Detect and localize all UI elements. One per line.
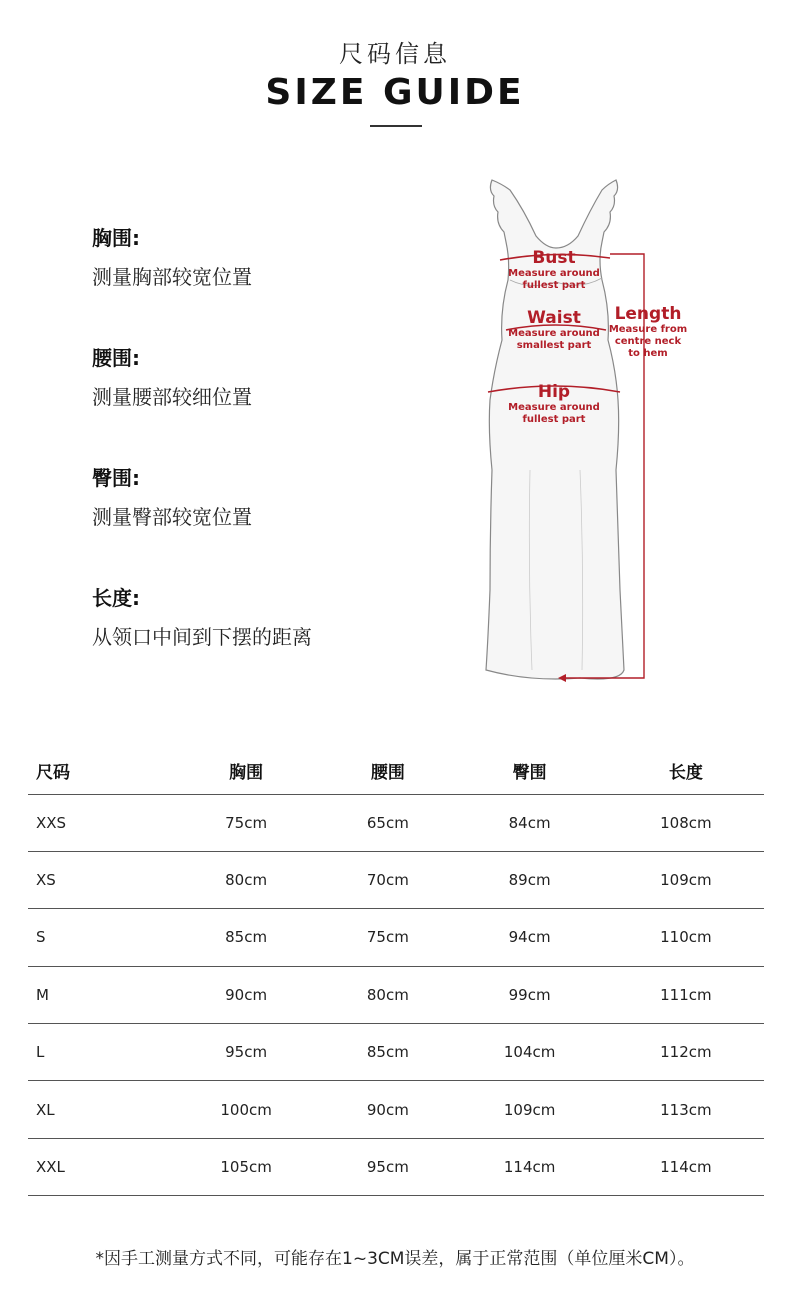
size-table (28, 748, 764, 1196)
cell-waist: 65cm (324, 794, 451, 851)
cell-bust: 80cm (168, 851, 324, 908)
length-title: Length (614, 304, 682, 324)
cell-waist: 75cm (324, 909, 451, 966)
measure-waist-desc: 测量腰部较细位置 (92, 385, 252, 409)
length-line1: Measure from (608, 324, 688, 335)
cell-bust: 90cm (168, 966, 324, 1023)
cell-length: 113cm (608, 1081, 764, 1138)
table-row (28, 1024, 764, 1081)
cell-length: 108cm (608, 794, 764, 851)
measure-length-desc: 从领口中间到下摆的距离 (92, 625, 312, 649)
waist-line2: smallest part (516, 340, 592, 351)
cell-bust: 95cm (168, 1024, 324, 1081)
cell-waist: 85cm (324, 1024, 451, 1081)
col-header-waist: 腰围 (324, 748, 451, 794)
measurement-footnote: *因手工测量方式不同，可能存在1~3CM误差，属于正常范围（单位厘米CM）。 (95, 1249, 695, 1269)
title-divider (370, 125, 422, 127)
cell-hip: 84cm (452, 794, 608, 851)
measure-length (92, 582, 312, 650)
page-title-cn: 尺码信息 (339, 40, 451, 68)
cell-size: XS (28, 851, 168, 908)
cell-bust: 105cm (168, 1138, 324, 1195)
col-header-length: 长度 (608, 748, 764, 794)
bust-annotation (502, 248, 606, 292)
cell-size: XL (28, 1081, 168, 1138)
cell-bust: 85cm (168, 909, 324, 966)
bust-line2: fullest part (522, 280, 586, 291)
cell-length: 112cm (608, 1024, 764, 1081)
cell-waist: 95cm (324, 1138, 451, 1195)
measure-hip-label: 臀围: (92, 466, 140, 490)
measure-bust (92, 222, 252, 290)
cell-waist: 80cm (324, 966, 451, 1023)
bust-title: Bust (532, 248, 576, 268)
cell-size: XXL (28, 1138, 168, 1195)
cell-hip: 89cm (452, 851, 608, 908)
table-row (28, 909, 764, 966)
cell-bust: 100cm (168, 1081, 324, 1138)
waist-title: Waist (527, 308, 581, 328)
cell-size: M (28, 966, 168, 1023)
measure-hip (92, 462, 252, 530)
length-line2: centre neck (614, 336, 682, 347)
hip-line1: Measure around (508, 402, 600, 413)
measure-hip-desc: 测量臀部较宽位置 (92, 505, 252, 529)
cell-length: 109cm (608, 851, 764, 908)
col-header-hip: 臀围 (452, 748, 608, 794)
measure-length-label: 长度: (92, 586, 140, 610)
cell-size: S (28, 909, 168, 966)
cell-waist: 70cm (324, 851, 451, 908)
measure-bust-label: 胸围: (92, 226, 140, 250)
cell-hip: 99cm (452, 966, 608, 1023)
measure-bust-desc: 测量胸部较宽位置 (92, 265, 252, 289)
cell-hip: 94cm (452, 909, 608, 966)
table-row (28, 1081, 764, 1138)
dress-measurement-figure (470, 170, 690, 690)
waist-annotation (502, 308, 606, 352)
cell-size: L (28, 1024, 168, 1081)
page-title-en: SIZE GUIDE (265, 72, 525, 113)
table-row (28, 851, 764, 908)
cell-bust: 75cm (168, 794, 324, 851)
waist-line1: Measure around (508, 328, 600, 339)
cell-length: 114cm (608, 1138, 764, 1195)
length-annotation (608, 304, 688, 360)
length-line3: to hem (628, 348, 668, 359)
table-header-row (28, 748, 764, 794)
measure-waist (92, 342, 252, 410)
cell-hip: 104cm (452, 1024, 608, 1081)
cell-length: 111cm (608, 966, 764, 1023)
col-header-bust: 胸围 (168, 748, 324, 794)
hip-annotation (502, 382, 606, 426)
table-row (28, 1138, 764, 1195)
table-row (28, 966, 764, 1023)
bust-line1: Measure around (508, 268, 600, 279)
cell-length: 110cm (608, 909, 764, 966)
hip-line2: fullest part (522, 414, 586, 425)
measure-waist-label: 腰围: (92, 346, 140, 370)
cell-hip: 114cm (452, 1138, 608, 1195)
hip-title: Hip (537, 382, 571, 402)
table-row (28, 794, 764, 851)
cell-waist: 90cm (324, 1081, 451, 1138)
cell-hip: 109cm (452, 1081, 608, 1138)
cell-size: XXS (28, 794, 168, 851)
col-header-size: 尺码 (28, 748, 168, 794)
